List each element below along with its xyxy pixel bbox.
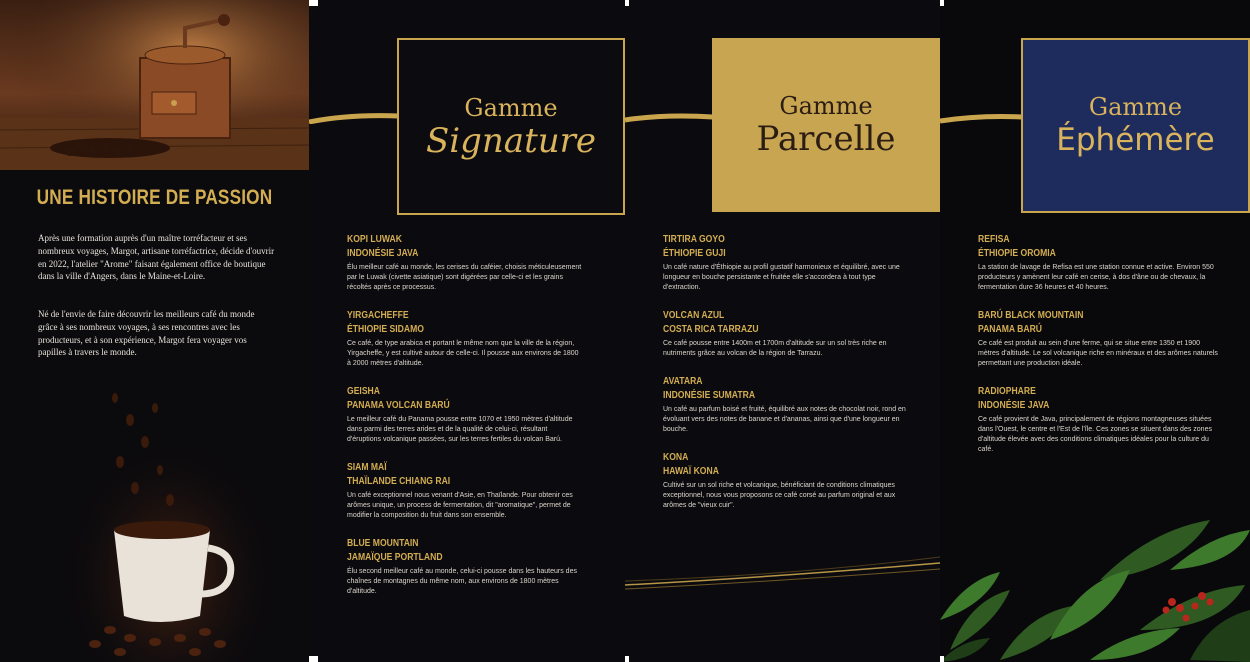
coffee-cup-photo <box>60 380 280 662</box>
crop-mark <box>309 656 318 662</box>
coffee-origin: INDONÉSIE JAVA <box>347 248 419 259</box>
coffee-name: SIAM MAÏ <box>347 462 387 473</box>
coffee-origin: HAWAÏ KONA <box>663 466 719 477</box>
crop-mark <box>940 656 944 662</box>
coffee-entry <box>663 233 908 293</box>
coffee-description: Ce café provient de Java, principalement de régions montagneuses situées dans l'Ouest, le centre et l'Est de l'île. Ces zones se situent dans des zones d'altitude élevée avec des conditions climatiques idéales pour la culture du café. <box>978 416 1212 453</box>
crop-mark <box>625 0 629 6</box>
coffee-entry <box>347 233 582 293</box>
story-title: UNE HISTOIRE DE PASSION <box>36 186 273 209</box>
intro-panel <box>0 0 309 662</box>
coffee-entry <box>663 375 908 435</box>
coffee-name: REFISA <box>978 234 1010 245</box>
gamme-ephemere-panel <box>940 0 1250 662</box>
coffee-origin: ÉTHIOPIE SIDAMO <box>347 324 424 335</box>
coffee-list <box>663 233 908 527</box>
coffee-description: Un café nature d'Éthiopie au profil gustatif harmonieux et équilibré, avec une longueur en bouche persistante et fruitée elle s'accordera à tout type d'extraction. <box>663 264 900 291</box>
coffee-origin: JAMAÏQUE PORTLAND <box>347 552 443 563</box>
gold-light-swoosh <box>625 555 940 600</box>
coffee-description: Le meilleur café du Panama pousse entre 1070 et 1950 mètres d'altitude dans parmi des terres arides et de la qualité de celui-ci, résultant d'éruptions volcanique passées, sur les terres fertiles du volcan Barú. <box>347 416 573 443</box>
crop-mark <box>625 656 629 662</box>
coffee-list <box>347 233 582 613</box>
coffee-entry <box>978 385 1223 455</box>
crop-mark <box>309 0 318 6</box>
coffee-description: Un café au parfum boisé et fruité, équilibré aux notes de chocolat noir, rond en évoluant vers des notes de banane et d'ananas, ainsi que d'une longueur en bouche. <box>663 406 906 433</box>
gamme-label: Gamme <box>464 93 558 122</box>
gamme-name: Éphémère <box>1056 121 1215 158</box>
coffee-description: Élu second meilleur café au monde, celui-ci pousse dans les hauteurs des chaînes de montagnes du même nom, aux environs de 1800 mètres d'altitude. <box>347 568 577 595</box>
coffee-name: GEISHA <box>347 386 380 397</box>
gold-ribbon <box>625 112 713 124</box>
gamme-signature-badge <box>397 38 625 215</box>
coffee-origin: COSTA RICA TARRAZU <box>663 324 759 335</box>
gamme-name: Parcelle <box>756 119 896 159</box>
coffee-name: KOPI LUWAK <box>347 234 402 245</box>
coffee-origin: ÉTHIOPIE GUJI <box>663 248 726 259</box>
coffee-entry <box>347 537 582 597</box>
coffee-description: Un café exceptionnel nous venant d'Asie, en Thaïlande. Pour obtenir ces arômes unique, un process de fermentation, dit "aromatique", permet de modifier la composition du fruit dans son ensemble. <box>347 492 573 519</box>
coffee-description: Cultivé sur un sol riche et volcanique, bénéficiant de conditions climatiques exceptionnel, nous vous proposons ce café corsé au parfum original et aux arômes de "vieux cuir". <box>663 482 896 509</box>
coffee-description: La station de lavage de Refisa est une station connue et active. Environ 550 producteurs y amènent leur café en cerise, à dos d'âne ou de chevaux, la fermentation dure 36 heures et 40 heures. <box>978 264 1214 291</box>
coffee-description: Élu meilleur café au monde, les cerises du caféier, choisis méticuleusement par le Luwak (civette asiatique) sont digérées par celle-ci et les grains récoltés après ce processus. <box>347 264 582 291</box>
coffee-name: BARÚ BLACK MOUNTAIN <box>978 310 1084 321</box>
coffee-entry <box>978 309 1223 369</box>
coffee-entry <box>347 309 582 369</box>
coffee-origin: INDONÉSIE SUMATRA <box>663 390 756 401</box>
coffee-description: Ce café est produit au sein d'une ferme, qui se situe entre 1350 et 1900 mètres d'altitude. Le sol volcanique riche en minéraux et des arômes naturels permettant une production idéale. <box>978 340 1218 367</box>
coffee-entry <box>347 461 582 521</box>
story-paragraph-2: Né de l'envie de faire découvrir les meilleurs café du monde grâce à ses nombreux voyages, à ses rencontres avec les producteurs, et à son expérience, Margot fera voyager vos papilles à travers le monde. <box>38 309 255 358</box>
gold-ribbon <box>309 112 399 124</box>
gold-ribbon <box>940 112 1022 124</box>
coffee-entry <box>347 385 582 445</box>
gamme-signature-panel <box>309 0 625 662</box>
gamme-name: Signature <box>425 120 597 161</box>
coffee-name: KONA <box>663 452 689 463</box>
gamme-ephemere-badge <box>1021 38 1250 213</box>
coffee-plant-photo <box>940 510 1250 662</box>
coffee-description: Ce café pousse entre 1400m et 1700m d'altitude sur un sol très riche en nutriments grâce au volcan de la région de Tarrazu. <box>663 340 887 357</box>
coffee-origin: PANAMA VOLCAN BARÚ <box>347 400 450 411</box>
coffee-description: Ce café, de type arabica et portant le même nom que la ville de la région, Yirgacheffe, y est cultivé autour de celle-ci. Il pousse aux environs de 1800 à 2000 mètres d'altitude. <box>347 340 579 367</box>
coffee-origin: PANAMA BARÚ <box>978 324 1043 335</box>
crop-mark <box>940 0 944 6</box>
coffee-origin: INDONÉSIE JAVA <box>978 400 1050 411</box>
coffee-name: AVATARA <box>663 376 703 387</box>
gamme-parcelle-badge <box>712 38 940 212</box>
gamme-label: Gamme <box>779 92 873 120</box>
coffee-entry <box>978 233 1223 293</box>
story-paragraph-1: Après une formation auprès d'un maître torréfacteur et ses nombreux voyages, Margot, artisane torréfactrice, décide d'ouvrir en 2022, l'atelier "Arome" faisant également office de boutique dans la ville d'Angers, dans le Maine-et-Loire. <box>38 233 275 282</box>
coffee-grinder-photo <box>0 0 309 170</box>
gamme-label: Gamme <box>1088 92 1183 121</box>
coffee-name: YIRGACHEFFE <box>347 310 409 321</box>
coffee-list <box>978 233 1223 471</box>
coffee-entry <box>663 309 908 359</box>
coffee-origin: ÉTHIOPIE OROMIA <box>978 248 1056 259</box>
coffee-name: RADIOPHARE <box>978 386 1036 397</box>
gamme-parcelle-panel <box>625 0 940 662</box>
coffee-name: BLUE MOUNTAIN <box>347 538 419 549</box>
coffee-name: TIRTIRA GOYO <box>663 234 725 245</box>
coffee-entry <box>663 451 908 511</box>
coffee-name: VOLCAN AZUL <box>663 310 725 321</box>
coffee-origin: THAÏLANDE CHIANG RAI <box>347 476 451 487</box>
